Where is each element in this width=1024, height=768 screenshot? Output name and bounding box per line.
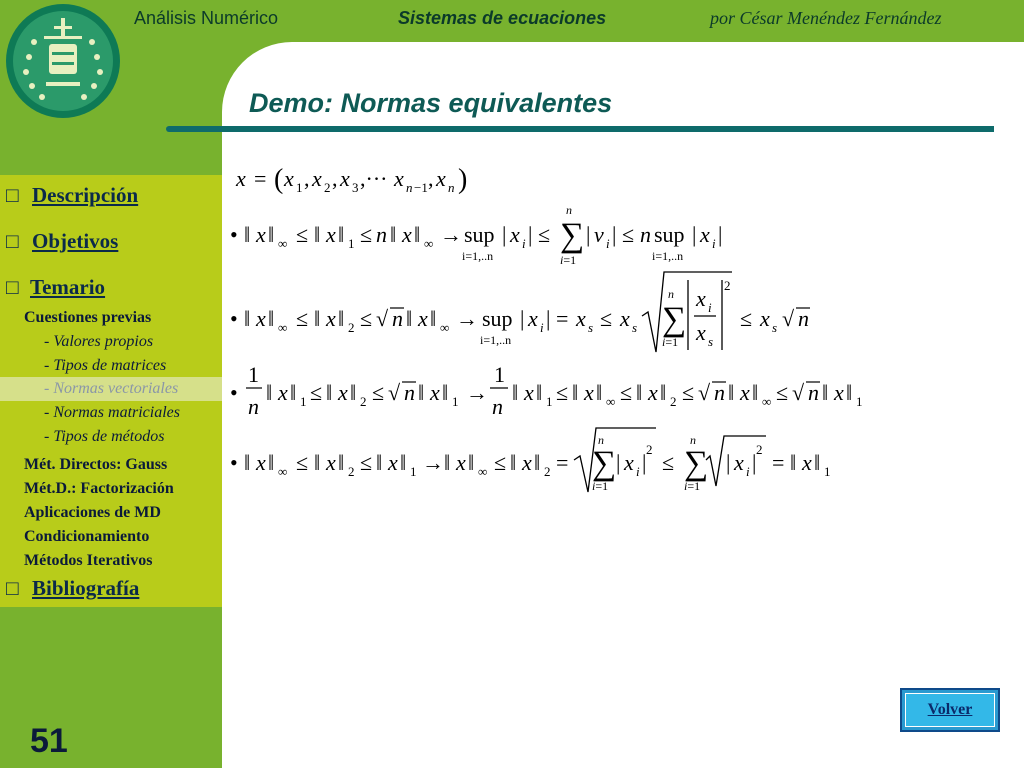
header-topic: Sistemas de ecuaciones — [398, 8, 607, 28]
svg-text:n: n — [808, 380, 819, 405]
svg-text:‖: ‖ — [266, 380, 273, 405]
svg-text:|: | — [528, 222, 533, 247]
svg-text:i=1: i=1 — [592, 479, 609, 493]
menu-met-factorizacion[interactable]: Mét.D.: Factorización — [24, 480, 174, 497]
svg-text:‖: ‖ — [376, 450, 383, 475]
menu-bibliografia-label: Bibliografía — [32, 576, 140, 600]
svg-text:≤: ≤ — [494, 450, 507, 475]
svg-text:‖: ‖ — [418, 380, 425, 405]
svg-text:|: | — [616, 450, 621, 475]
svg-text:=: = — [254, 166, 267, 191]
svg-text:≤: ≤ — [622, 222, 635, 247]
svg-text:‖: ‖ — [326, 380, 333, 405]
svg-text:‖: ‖ — [510, 450, 517, 475]
svg-text:‖: ‖ — [468, 450, 475, 475]
svg-text:v: v — [594, 222, 604, 247]
svg-text:‖: ‖ — [512, 380, 519, 405]
svg-text:x: x — [402, 222, 412, 247]
svg-text:√: √ — [388, 380, 401, 405]
svg-text:x: x — [528, 306, 538, 331]
svg-text:x: x — [760, 306, 770, 331]
svg-text:∞: ∞ — [762, 394, 772, 409]
svg-text:∞: ∞ — [278, 236, 288, 251]
svg-text:∞: ∞ — [278, 320, 288, 335]
svg-text:‖: ‖ — [442, 380, 449, 405]
svg-text:x: x — [338, 380, 348, 405]
svg-text:∑: ∑ — [560, 217, 585, 254]
svg-text:n: n — [406, 180, 413, 195]
svg-text:2: 2 — [348, 464, 355, 479]
svg-text:x: x — [456, 450, 466, 475]
svg-text:‖: ‖ — [400, 450, 407, 475]
svg-text:n: n — [640, 222, 651, 247]
svg-text:‖: ‖ — [822, 380, 829, 405]
svg-text:≤: ≤ — [296, 306, 309, 331]
svg-text:‖: ‖ — [814, 450, 821, 475]
svg-text:≤: ≤ — [620, 380, 633, 405]
svg-text:|: | — [692, 222, 697, 247]
svg-text:x: x — [312, 166, 322, 191]
menu-tipos-metodos[interactable]: - Tipos de métodos — [44, 428, 165, 445]
svg-text:≤: ≤ — [556, 380, 569, 405]
svg-text:‖: ‖ — [430, 306, 437, 331]
checkbox-icon: □ — [6, 183, 19, 207]
svg-text:n: n — [448, 180, 455, 195]
svg-text:−1: −1 — [414, 180, 428, 195]
svg-text:x: x — [696, 320, 706, 345]
menu-descripcion-label: Descripción — [32, 183, 139, 207]
menu-valores-propios[interactable]: - Valores propios — [44, 333, 154, 350]
menu-descripcion[interactable] — [6, 183, 138, 208]
svg-text:x: x — [418, 306, 428, 331]
svg-text:n: n — [566, 203, 572, 217]
svg-text:s: s — [772, 320, 778, 335]
svg-text:x: x — [430, 380, 440, 405]
svg-text:→: → — [456, 306, 478, 331]
university-logo-icon — [4, 2, 122, 120]
svg-text:x: x — [256, 450, 266, 475]
svg-text:‖: ‖ — [390, 222, 397, 247]
svg-text:1: 1 — [452, 394, 459, 409]
svg-text:x: x — [834, 380, 844, 405]
svg-text:≤: ≤ — [310, 380, 323, 405]
svg-text:x: x — [436, 166, 446, 191]
svg-text:≤: ≤ — [360, 222, 373, 247]
svg-text:x: x — [522, 450, 532, 475]
svg-text:n: n — [690, 433, 696, 447]
svg-text:i=1,..n: i=1,..n — [462, 249, 494, 263]
svg-text:‖: ‖ — [244, 222, 251, 247]
svg-text:‖: ‖ — [244, 450, 251, 475]
menu-temario[interactable] — [6, 275, 105, 300]
svg-text:i=1,..n: i=1,..n — [480, 333, 512, 347]
svg-text:•: • — [230, 450, 238, 475]
svg-text:sup: sup — [482, 306, 513, 331]
svg-text:i: i — [522, 236, 526, 251]
svg-text:∞: ∞ — [424, 236, 434, 251]
svg-text:i: i — [708, 300, 712, 315]
svg-text:,···: ,··· — [360, 166, 388, 191]
svg-text:x: x — [256, 306, 266, 331]
svg-text:≤: ≤ — [776, 380, 789, 405]
svg-text:i=1: i=1 — [684, 479, 701, 493]
svg-text:x: x — [394, 166, 404, 191]
menu-normas-matriciales[interactable]: - Normas matriciales — [44, 404, 180, 421]
svg-text:n: n — [248, 394, 259, 419]
svg-text:x: x — [256, 222, 266, 247]
svg-text:‖: ‖ — [338, 450, 345, 475]
menu-bibliografia[interactable] — [6, 576, 139, 601]
svg-text:n: n — [598, 433, 604, 447]
menu-temario-label: Temario — [30, 275, 106, 299]
svg-text:2: 2 — [670, 394, 677, 409]
svg-text:‖: ‖ — [728, 380, 735, 405]
svg-text:‖: ‖ — [534, 450, 541, 475]
svg-text:sup: sup — [464, 222, 495, 247]
svg-text:1: 1 — [300, 394, 307, 409]
svg-text:≤: ≤ — [360, 306, 373, 331]
svg-text:x: x — [388, 450, 398, 475]
svg-text:|: | — [752, 450, 757, 475]
svg-text:∞: ∞ — [440, 320, 450, 335]
svg-text:s: s — [708, 334, 714, 349]
menu-normas-vectoriales[interactable]: - Normas vectoriales — [44, 380, 179, 397]
svg-text:‖: ‖ — [314, 222, 321, 247]
svg-text:i: i — [712, 236, 716, 251]
svg-text:1: 1 — [296, 180, 303, 195]
svg-text:x: x — [576, 306, 586, 331]
svg-text:x: x — [696, 286, 706, 311]
svg-text:|: | — [612, 222, 617, 247]
svg-text:i: i — [606, 236, 610, 251]
svg-text:≤: ≤ — [372, 380, 385, 405]
svg-text:x: x — [524, 380, 534, 405]
svg-text:‖: ‖ — [444, 450, 451, 475]
svg-text:=: = — [556, 306, 569, 331]
svg-text:s: s — [632, 320, 638, 335]
menu-cuestiones-previas[interactable]: Cuestiones previas — [24, 309, 152, 326]
menu-condicionamiento[interactable]: Condicionamiento — [24, 528, 150, 545]
svg-text:,: , — [428, 166, 434, 191]
svg-text:≤: ≤ — [740, 306, 753, 331]
menu-met-directos[interactable]: Mét. Directos: Gauss — [24, 456, 168, 473]
svg-text:x: x — [510, 222, 520, 247]
svg-text:≤: ≤ — [600, 306, 613, 331]
svg-text:x: x — [326, 222, 336, 247]
svg-text:‖: ‖ — [268, 450, 275, 475]
menu-objetivos-label: Objetivos — [32, 229, 119, 253]
svg-text:∑: ∑ — [662, 301, 687, 338]
svg-text:‖: ‖ — [244, 306, 251, 331]
svg-text:•: • — [230, 380, 238, 405]
svg-text:n: n — [404, 380, 415, 405]
page-number: 51 — [30, 722, 68, 760]
svg-text:s: s — [588, 320, 594, 335]
svg-text:1: 1 — [824, 464, 831, 479]
svg-text:|: | — [520, 306, 525, 331]
volver-label: Volver — [905, 693, 995, 727]
svg-text:‖: ‖ — [536, 380, 543, 405]
svg-text:√: √ — [376, 306, 389, 331]
svg-text:1: 1 — [410, 464, 417, 479]
svg-text:sup: sup — [654, 222, 685, 247]
svg-text:n: n — [392, 306, 403, 331]
svg-text:x: x — [802, 450, 812, 475]
svg-text:→: → — [422, 450, 444, 475]
svg-text:‖: ‖ — [660, 380, 667, 405]
svg-text:‖: ‖ — [414, 222, 421, 247]
title-divider — [222, 126, 994, 132]
svg-text:=: = — [556, 450, 569, 475]
svg-text:|: | — [546, 306, 551, 331]
svg-text:i: i — [636, 464, 640, 479]
svg-text:(: ( — [274, 164, 284, 195]
svg-text:‖: ‖ — [314, 450, 321, 475]
svg-text:∑: ∑ — [684, 445, 709, 482]
svg-text:n: n — [668, 287, 674, 301]
svg-text:x: x — [700, 222, 710, 247]
svg-text:x: x — [624, 450, 634, 475]
menu-objetivos[interactable] — [6, 229, 118, 254]
svg-text:|: | — [586, 222, 591, 247]
svg-text:2: 2 — [756, 442, 763, 457]
svg-text:n: n — [714, 380, 725, 405]
svg-text:n: n — [492, 394, 503, 419]
svg-text:√: √ — [792, 380, 805, 405]
svg-text:i: i — [746, 464, 750, 479]
menu-metodos-iterativos[interactable]: Métodos Iterativos — [24, 552, 153, 569]
svg-text:√: √ — [782, 306, 795, 331]
svg-text:≤: ≤ — [662, 450, 675, 475]
svg-text:x: x — [620, 306, 630, 331]
title-divider-tail — [166, 126, 226, 132]
slide-title: Demo: Normas equivalentes — [249, 88, 613, 118]
svg-text:3: 3 — [352, 180, 359, 195]
svg-text:=: = — [772, 450, 785, 475]
svg-text:,: , — [304, 166, 310, 191]
svg-text:1: 1 — [494, 362, 505, 387]
svg-text:≤: ≤ — [682, 380, 695, 405]
svg-text:,: , — [332, 166, 338, 191]
svg-text:1: 1 — [546, 394, 553, 409]
checkbox-icon: □ — [6, 229, 19, 253]
svg-text:x: x — [326, 450, 336, 475]
svg-text:x: x — [734, 450, 744, 475]
header-course: Análisis Numérico — [134, 8, 279, 28]
equations-figure — [226, 156, 1016, 516]
svg-text:x: x — [278, 380, 288, 405]
svg-text:∞: ∞ — [478, 464, 488, 479]
svg-text:1: 1 — [248, 362, 259, 387]
svg-text:‖: ‖ — [268, 222, 275, 247]
svg-text:n: n — [798, 306, 809, 331]
svg-text:‖: ‖ — [636, 380, 643, 405]
svg-text:∑: ∑ — [592, 445, 617, 482]
checkbox-icon: □ — [6, 576, 19, 600]
svg-text:‖: ‖ — [790, 450, 797, 475]
svg-text:≤: ≤ — [296, 222, 309, 247]
svg-text:≤: ≤ — [296, 450, 309, 475]
svg-text:→: → — [466, 380, 488, 405]
menu-tipos-matrices[interactable]: - Tipos de matrices — [44, 357, 167, 374]
svg-text:x: x — [340, 166, 350, 191]
svg-text:i=1: i=1 — [560, 253, 577, 267]
svg-text:i: i — [540, 320, 544, 335]
svg-text:i=1: i=1 — [662, 335, 679, 349]
svg-text:2: 2 — [324, 180, 331, 195]
menu-aplicaciones[interactable]: Aplicaciones de MD — [24, 504, 161, 521]
svg-text:‖: ‖ — [846, 380, 853, 405]
svg-text:‖: ‖ — [752, 380, 759, 405]
svg-text:≤: ≤ — [538, 222, 551, 247]
svg-text:√: √ — [698, 380, 711, 405]
svg-text:): ) — [458, 164, 468, 195]
svg-text:‖: ‖ — [290, 380, 297, 405]
svg-text:i=1,..n: i=1,..n — [652, 249, 684, 263]
svg-text:x: x — [236, 166, 246, 191]
svg-text:x: x — [326, 306, 336, 331]
svg-text:|: | — [502, 222, 507, 247]
svg-text:‖: ‖ — [268, 306, 275, 331]
svg-text:→: → — [440, 222, 462, 247]
svg-text:‖: ‖ — [572, 380, 579, 405]
svg-text:2: 2 — [724, 278, 731, 293]
svg-text:‖: ‖ — [338, 306, 345, 331]
svg-text:‖: ‖ — [338, 222, 345, 247]
checkbox-icon: □ — [6, 275, 19, 299]
svg-text:∞: ∞ — [606, 394, 616, 409]
svg-text:1: 1 — [348, 236, 355, 251]
svg-text:1: 1 — [856, 394, 863, 409]
svg-text:2: 2 — [360, 394, 367, 409]
svg-text:‖: ‖ — [350, 380, 357, 405]
header-author: por César Menéndez Fernández — [710, 8, 942, 28]
svg-text:2: 2 — [646, 442, 653, 457]
svg-text:‖: ‖ — [314, 306, 321, 331]
svg-text:2: 2 — [348, 320, 355, 335]
svg-text:x: x — [584, 380, 594, 405]
volver-button[interactable] — [900, 688, 1000, 732]
svg-text:•: • — [230, 306, 238, 331]
svg-text:2: 2 — [544, 464, 551, 479]
svg-text:x: x — [648, 380, 658, 405]
svg-text:≤: ≤ — [360, 450, 373, 475]
svg-text:•: • — [230, 222, 238, 247]
svg-text:∞: ∞ — [278, 464, 288, 479]
svg-text:‖: ‖ — [596, 380, 603, 405]
svg-text:x: x — [740, 380, 750, 405]
svg-text:|: | — [642, 450, 647, 475]
svg-text:‖: ‖ — [406, 306, 413, 331]
svg-text:|: | — [718, 222, 723, 247]
svg-text:|: | — [726, 450, 731, 475]
svg-text:n: n — [376, 222, 387, 247]
svg-text:x: x — [284, 166, 294, 191]
